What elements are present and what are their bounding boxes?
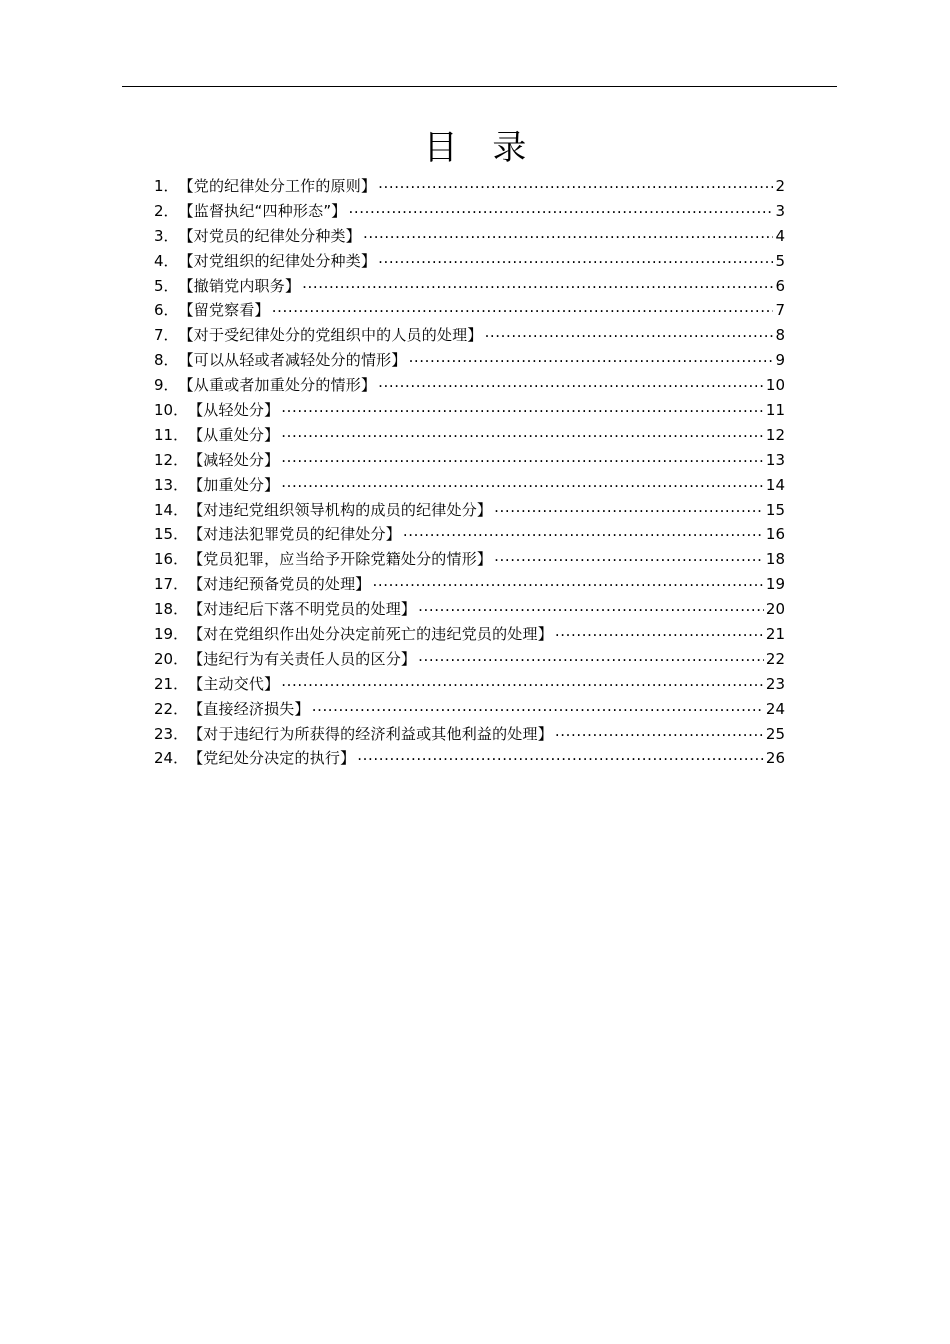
toc-dot-leader [494,500,764,515]
toc-entry-title: 【加重处分】 [188,475,280,494]
toc-entry-number: 5． [154,276,179,295]
toc-entry-page: 9 [775,351,785,370]
toc-entry-number: 24． [154,749,189,768]
toc-entry[interactable] [154,174,785,199]
toc-dot-leader [373,574,764,589]
toc-entry-title: 【对于违纪行为所获得的经济利益或其他利益的处理】 [188,724,553,743]
toc-dot-leader [272,300,774,315]
toc-entry[interactable] [154,547,785,572]
toc-entry[interactable] [154,398,785,423]
toc-dot-leader [378,251,773,266]
toc-entry-number: 8． [154,351,179,370]
toc-dot-leader [494,549,764,564]
toc-entry-number: 13． [154,475,189,494]
toc-entry[interactable] [154,722,785,747]
toc-entry-page: 6 [775,276,785,295]
toc-entry-title: 【可以从轻或者减轻处分的情形】 [178,351,407,370]
toc-entry-number: 10． [154,401,189,420]
toc-dot-leader [281,425,764,440]
toc-entry-page: 5 [775,251,785,270]
toc-entry-number: 18． [154,600,189,619]
toc-entry-number: 4． [154,251,179,270]
toc-entry-page: 13 [765,450,785,469]
toc-entry[interactable] [154,199,785,224]
toc-title: 目 录 [423,128,539,168]
toc-entry-number: 20． [154,649,189,668]
toc-dot-leader [302,276,773,291]
toc-entry-title: 【对违纪党组织领导机构的成员的纪律处分】 [188,500,493,519]
toc-entry-page: 11 [765,401,785,420]
toc-entry[interactable] [154,672,785,697]
toc-dot-leader [418,599,764,614]
toc-dot-leader [281,400,764,415]
toc-entry-page: 26 [765,749,785,768]
toc-entry[interactable] [154,647,785,672]
toc-entry-number: 23． [154,724,189,743]
toc-dot-leader [281,450,764,465]
toc-entry-title: 【主动交代】 [188,674,280,693]
toc-entry-title: 【对违纪预备党员的处理】 [188,575,371,594]
toc-entry[interactable] [154,274,785,299]
toc-entry-number: 3． [154,226,179,245]
toc-entry[interactable] [154,323,785,348]
toc-entry[interactable] [154,597,785,622]
toc-entry-number: 22． [154,699,189,718]
toc-entry[interactable] [154,298,785,323]
toc-entry-page: 24 [765,699,785,718]
toc-dot-leader [349,201,774,216]
toc-entry-page: 25 [765,724,785,743]
toc-entry[interactable] [154,746,785,771]
toc-entry-page: 4 [775,226,785,245]
toc-entry-page: 22 [765,649,785,668]
toc-entry-title: 【对在党组织作出处分决定前死亡的违纪党员的处理】 [188,625,553,644]
toc-entry-page: 20 [765,600,785,619]
toc-entry-title: 【违纪行为有关责任人员的区分】 [188,649,417,668]
toc-entry-title: 【党员犯罪，应当给予开除党籍处分的情形】 [188,550,493,569]
toc-entry[interactable] [154,522,785,547]
toc-dot-leader [312,699,764,714]
toc-entry-page: 12 [765,425,785,444]
toc-entry-title: 【撤销党内职务】 [178,276,301,295]
toc-entry-number: 9． [154,376,179,395]
toc-entry[interactable] [154,498,785,523]
toc-entry-title: 【党纪处分决定的执行】 [188,749,356,768]
toc-entry-number: 6． [154,301,179,320]
toc-entry-title: 【直接经济损失】 [188,699,310,718]
toc-entry[interactable] [154,572,785,597]
toc-entry-number: 1． [154,177,179,195]
toc-dot-leader [357,748,764,763]
toc-entry-page: 16 [765,525,785,544]
toc-entry-number: 17． [154,575,189,594]
header-rule [122,86,837,87]
toc-dot-leader [555,624,764,639]
toc-entry[interactable] [154,249,785,274]
toc-entry[interactable] [154,373,785,398]
toc-entry-title: 【减轻处分】 [188,450,280,469]
toc-dot-leader [403,524,764,539]
toc-entry-page: 2 [775,177,785,195]
toc-list [154,174,785,771]
toc-entry[interactable] [154,473,785,498]
toc-entry-number: 11． [154,425,189,444]
toc-entry-page: 7 [775,301,785,320]
toc-entry-page: 10 [765,376,785,395]
toc-entry-number: 21． [154,674,189,693]
toc-entry-page: 21 [765,625,785,644]
toc-dot-leader [378,375,764,390]
toc-entry-title: 【从重处分】 [188,425,280,444]
toc-dot-leader [409,350,774,365]
toc-entry[interactable] [154,448,785,473]
toc-entry[interactable] [154,697,785,722]
toc-entry-page: 19 [765,575,785,594]
toc-entry-page: 8 [775,326,785,345]
toc-entry-page: 23 [765,674,785,693]
toc-dot-leader [363,226,774,241]
toc-entry[interactable] [154,224,785,249]
toc-entry-title: 【留党察看】 [178,301,270,320]
toc-entry-number: 12． [154,450,189,469]
toc-entry-number: 15． [154,525,189,544]
toc-dot-leader [378,176,773,191]
toc-entry-title: 【对党员的纪律处分种类】 [178,226,361,245]
toc-entry-number: 14． [154,500,189,519]
toc-entry-number: 16． [154,550,189,569]
toc-entry-number: 7． [154,326,179,345]
toc-entry-title: 【对于受纪律处分的党组织中的人员的处理】 [178,326,483,345]
toc-entry[interactable] [154,348,785,373]
toc-entry-number: 19． [154,625,189,644]
toc-entry[interactable] [154,423,785,448]
toc-dot-leader [555,724,764,739]
toc-dot-leader [485,325,774,340]
toc-entry-title: 【党的纪律处分工作的原则】 [178,177,377,195]
toc-dot-leader [281,674,764,689]
toc-entry-title: 【从重或者加重处分的情形】 [178,376,377,395]
toc-entry[interactable] [154,622,785,647]
toc-dot-leader [418,649,764,664]
toc-entry-title: 【监督执纪“四种形态”】 [178,201,347,220]
toc-entry-page: 18 [765,550,785,569]
toc-entry-title: 【从轻处分】 [188,401,280,420]
toc-dot-leader [281,475,764,490]
toc-entry-page: 3 [775,201,785,220]
toc-entry-title: 【对违法犯罪党员的纪律处分】 [188,525,401,544]
toc-entry-page: 15 [765,500,785,519]
toc-entry-title: 【对党组织的纪律处分种类】 [178,251,377,270]
toc-entry-number: 2． [154,201,179,220]
toc-entry-title: 【对违纪后下落不明党员的处理】 [188,600,417,619]
toc-entry-page: 14 [765,475,785,494]
